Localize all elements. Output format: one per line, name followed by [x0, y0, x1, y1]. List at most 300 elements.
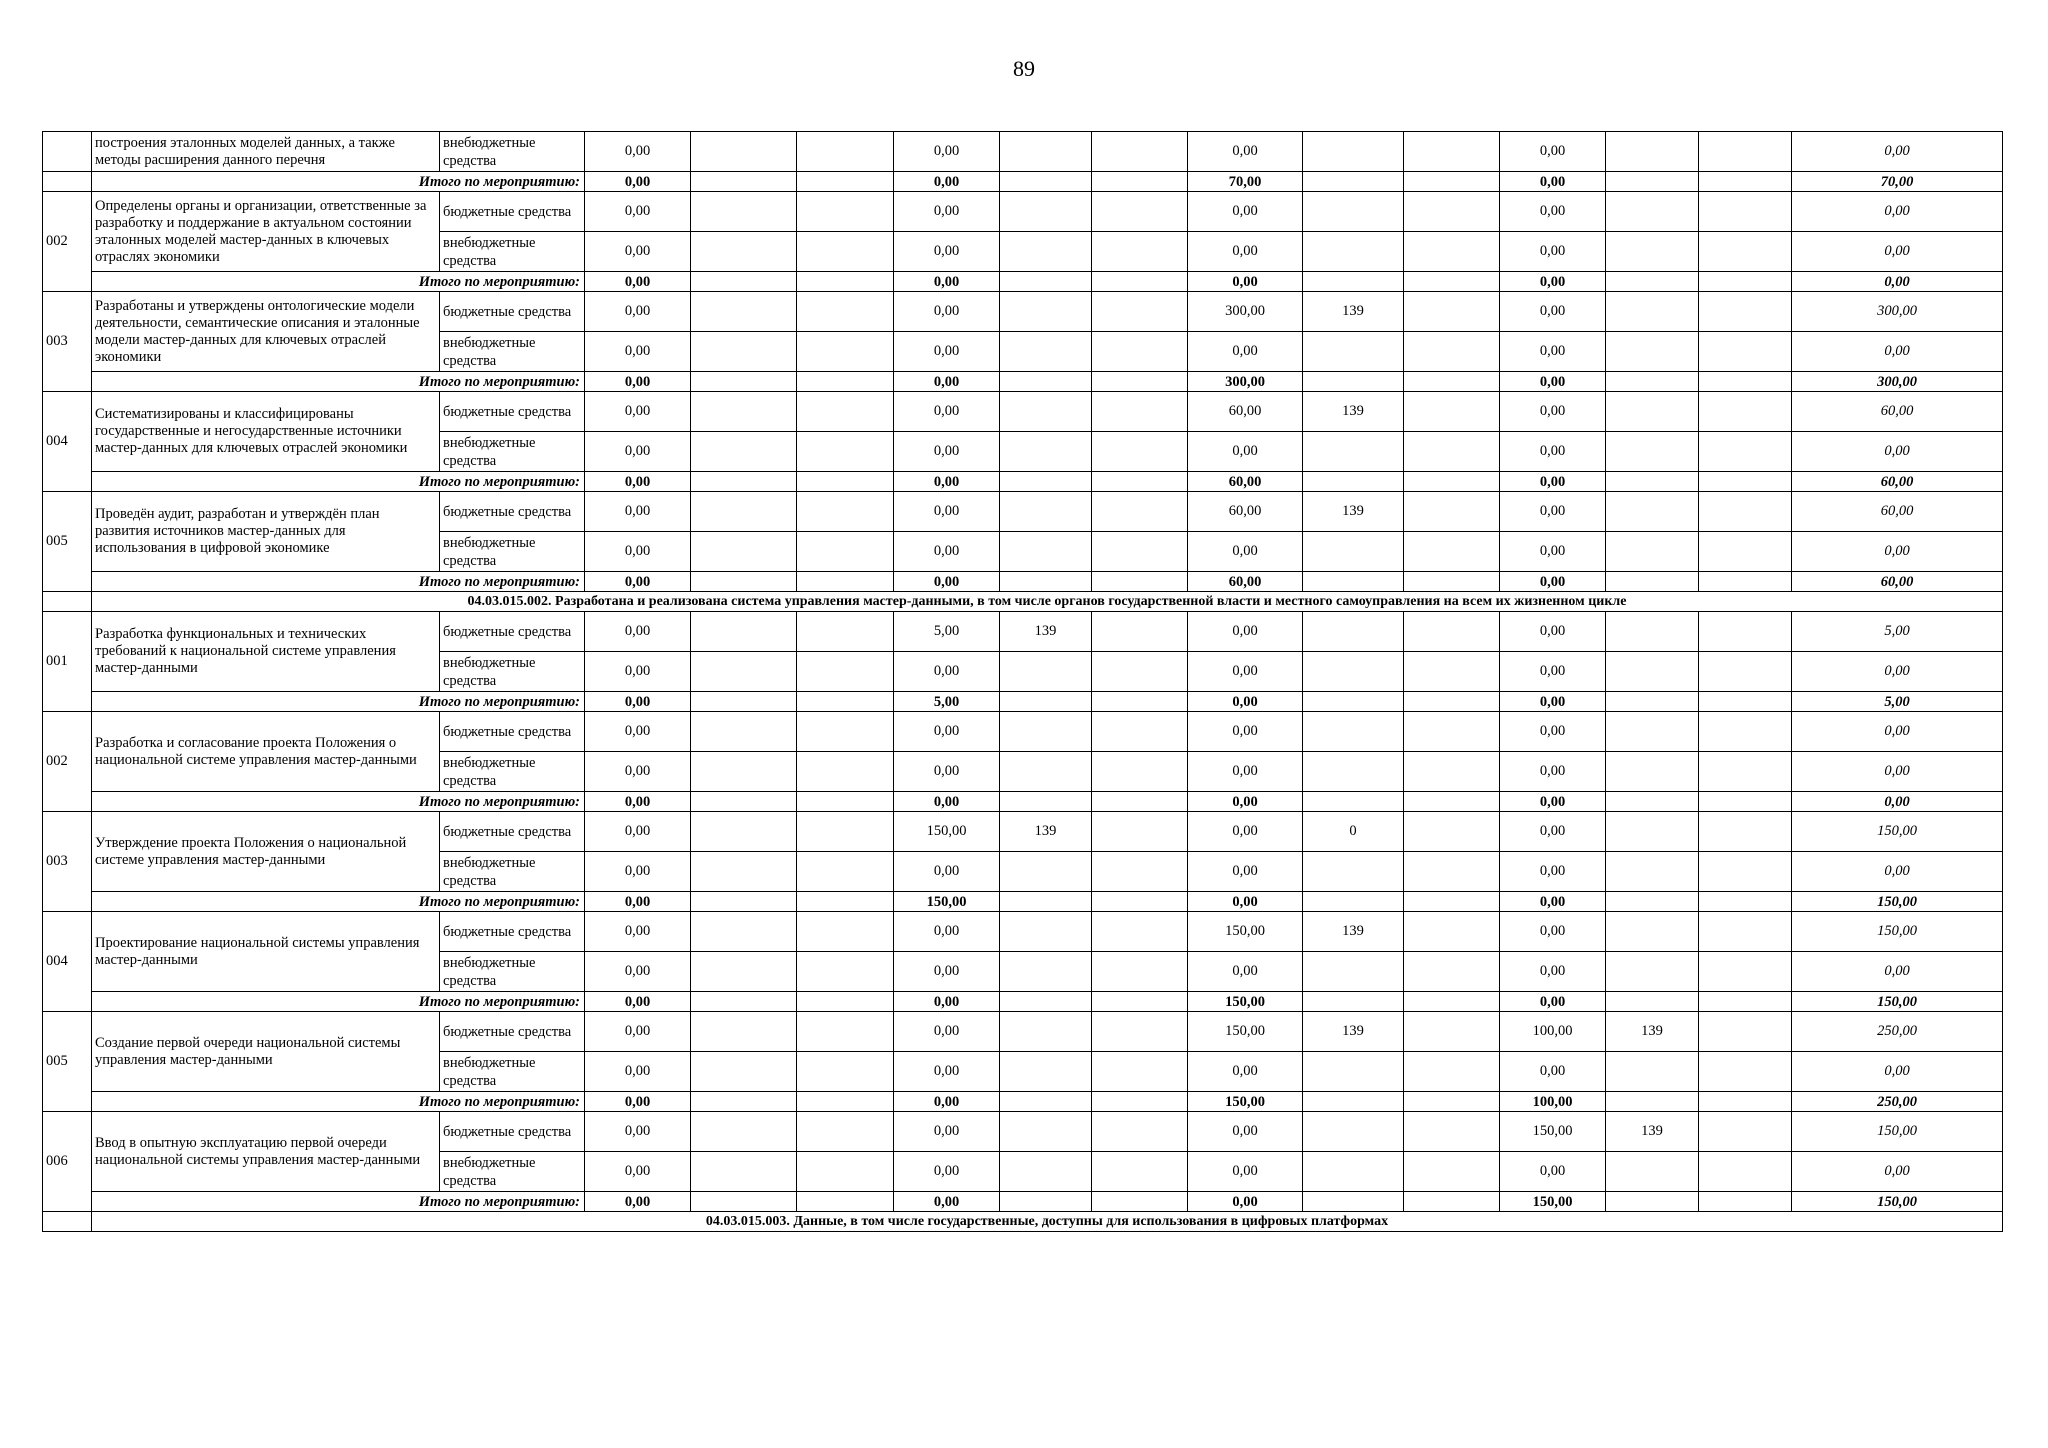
value-cell — [1404, 652, 1500, 692]
total-cell — [1404, 572, 1500, 592]
total-label: Итого по мероприятию: — [92, 572, 585, 592]
total-cell — [797, 792, 894, 812]
section-row — [43, 592, 2003, 612]
total-cell: 0,00 — [585, 272, 691, 292]
value-cell: 0,00 — [1500, 1152, 1606, 1192]
activity-row-budget — [43, 1012, 2003, 1052]
total-label: Итого по мероприятию: — [92, 892, 585, 912]
value-cell: 0,00 — [1188, 952, 1303, 992]
row-total-cell: 0,00 — [1792, 712, 2003, 752]
total-cell: 0,00 — [894, 992, 1000, 1012]
total-cell — [797, 992, 894, 1012]
total-row — [43, 372, 2003, 392]
grand-total-cell: 0,00 — [1792, 792, 2003, 812]
value-cell — [1092, 432, 1188, 472]
value-cell: 0,00 — [585, 1112, 691, 1152]
activity-row-budget — [43, 912, 2003, 952]
activity-code: 005 — [43, 492, 92, 592]
total-row — [43, 472, 2003, 492]
value-cell: 0,00 — [585, 432, 691, 472]
total-cell: 0,00 — [1500, 572, 1606, 592]
total-cell — [1404, 1192, 1500, 1212]
total-cell: 70,00 — [1188, 172, 1303, 192]
total-cell — [1303, 792, 1404, 812]
funding-source: бюджетные средства — [440, 392, 585, 432]
activity-name: Проведён аудит, разработан и утверждён план развития источников мастер-данных для использования в цифровой экономике — [92, 492, 440, 572]
value-cell: 0,00 — [585, 532, 691, 572]
value-cell: 0,00 — [585, 912, 691, 952]
value-cell — [1000, 752, 1092, 792]
total-cell: 0,00 — [894, 272, 1000, 292]
value-cell — [1303, 852, 1404, 892]
value-cell — [797, 812, 894, 852]
value-cell — [1404, 292, 1500, 332]
row-total-cell: 60,00 — [1792, 392, 2003, 432]
value-cell — [797, 532, 894, 572]
value-cell — [691, 532, 797, 572]
value-cell — [691, 392, 797, 432]
activity-row-budget — [43, 712, 2003, 752]
value-cell: 60,00 — [1188, 392, 1303, 432]
total-row — [43, 1192, 2003, 1212]
value-cell: 0,00 — [1188, 232, 1303, 272]
value-cell: 139 — [1606, 1012, 1699, 1052]
value-cell — [797, 332, 894, 372]
row-total-cell: 300,00 — [1792, 292, 2003, 332]
value-cell — [1092, 812, 1188, 852]
value-cell — [1404, 192, 1500, 232]
row-total-cell: 0,00 — [1792, 652, 2003, 692]
activity-name: Утверждение проекта Положения о национальной системе управления мастер-данными — [92, 812, 440, 892]
total-cell: 0,00 — [894, 1092, 1000, 1112]
value-cell: 0,00 — [894, 432, 1000, 472]
value-cell — [1606, 812, 1699, 852]
total-cell — [1606, 272, 1699, 292]
total-cell — [1303, 1092, 1404, 1112]
value-cell — [797, 392, 894, 432]
value-cell — [1606, 1152, 1699, 1192]
value-cell: 0,00 — [585, 1052, 691, 1092]
value-cell — [797, 432, 894, 472]
total-label: Итого по мероприятию: — [92, 472, 585, 492]
value-cell: 5,00 — [894, 612, 1000, 652]
value-cell: 139 — [1303, 912, 1404, 952]
total-cell: 150,00 — [1188, 1092, 1303, 1112]
total-cell — [1092, 372, 1188, 392]
total-row — [43, 172, 2003, 192]
total-cell — [1303, 272, 1404, 292]
value-cell — [1606, 432, 1699, 472]
value-cell — [1000, 192, 1092, 232]
total-cell — [1606, 892, 1699, 912]
value-cell: 0,00 — [1500, 752, 1606, 792]
value-cell — [1303, 532, 1404, 572]
value-cell — [1303, 1152, 1404, 1192]
row-total-cell: 0,00 — [1792, 952, 2003, 992]
value-cell: 0,00 — [1500, 332, 1606, 372]
total-row — [43, 1092, 2003, 1112]
total-cell: 0,00 — [1188, 272, 1303, 292]
value-cell: 0,00 — [585, 292, 691, 332]
value-cell — [1303, 332, 1404, 372]
total-cell: 0,00 — [894, 472, 1000, 492]
funding-source: внебюджетные средства — [440, 432, 585, 472]
value-cell — [1092, 652, 1188, 692]
table-body — [43, 132, 2003, 1232]
value-cell — [1404, 232, 1500, 272]
total-cell: 0,00 — [585, 1092, 691, 1112]
total-cell: 5,00 — [894, 692, 1000, 712]
value-cell — [691, 292, 797, 332]
value-cell — [1699, 652, 1792, 692]
value-cell — [1092, 232, 1188, 272]
value-cell — [691, 752, 797, 792]
value-cell — [797, 712, 894, 752]
grand-total-cell: 5,00 — [1792, 692, 2003, 712]
total-cell — [1699, 572, 1792, 592]
value-cell — [1404, 752, 1500, 792]
activity-code: 001 — [43, 612, 92, 712]
value-cell: 0,00 — [1188, 852, 1303, 892]
value-cell — [1000, 132, 1092, 172]
total-cell — [797, 1192, 894, 1212]
total-cell — [1404, 172, 1500, 192]
value-cell: 0,00 — [585, 132, 691, 172]
value-cell — [797, 952, 894, 992]
total-label: Итого по мероприятию: — [92, 172, 585, 192]
value-cell — [691, 852, 797, 892]
total-cell — [691, 992, 797, 1012]
value-cell: 139 — [1303, 392, 1404, 432]
grand-total-cell: 60,00 — [1792, 472, 2003, 492]
total-cell — [1404, 1092, 1500, 1112]
value-cell — [1606, 192, 1699, 232]
value-cell: 0,00 — [894, 532, 1000, 572]
value-cell — [1606, 232, 1699, 272]
activity-name: Разработка и согласование проекта Положения о национальной системе управления мастер-данными — [92, 712, 440, 792]
activity-name: построения эталонных моделей данных, а также методы расширения данного перечня — [92, 132, 440, 172]
table-row — [43, 132, 2003, 172]
value-cell — [1606, 912, 1699, 952]
total-cell — [1092, 1192, 1188, 1212]
value-cell — [1092, 492, 1188, 532]
total-cell — [691, 692, 797, 712]
funding-source: бюджетные средства — [440, 712, 585, 752]
value-cell: 300,00 — [1188, 292, 1303, 332]
value-cell — [691, 492, 797, 532]
value-cell: 0,00 — [1188, 1052, 1303, 1092]
value-cell: 0,00 — [1500, 132, 1606, 172]
total-cell — [1404, 692, 1500, 712]
value-cell — [1699, 912, 1792, 952]
section-row — [43, 1212, 2003, 1232]
value-cell: 139 — [1606, 1112, 1699, 1152]
total-cell: 0,00 — [1188, 892, 1303, 912]
total-cell — [1092, 692, 1188, 712]
total-cell — [1000, 892, 1092, 912]
activity-name: Проектирование национальной системы управления мастер-данными — [92, 912, 440, 992]
activity-name: Разработаны и утверждены онтологические модели деятельности, семантические описания и эталонные модели мастер-данных для ключевых отраслей экономики — [92, 292, 440, 372]
value-cell — [1092, 192, 1188, 232]
value-cell — [691, 1052, 797, 1092]
value-cell: 60,00 — [1188, 492, 1303, 532]
total-cell: 0,00 — [894, 172, 1000, 192]
value-cell — [1699, 232, 1792, 272]
total-cell — [797, 572, 894, 592]
value-cell: 0 — [1303, 812, 1404, 852]
value-cell — [691, 1112, 797, 1152]
total-cell — [691, 1092, 797, 1112]
value-cell — [1092, 752, 1188, 792]
value-cell: 0,00 — [894, 492, 1000, 532]
total-cell — [691, 372, 797, 392]
value-cell: 0,00 — [894, 292, 1000, 332]
grand-total-cell: 70,00 — [1792, 172, 2003, 192]
total-row — [43, 272, 2003, 292]
value-cell — [1000, 912, 1092, 952]
value-cell — [1699, 192, 1792, 232]
total-cell — [1092, 272, 1188, 292]
total-cell — [1303, 992, 1404, 1012]
total-cell — [1303, 572, 1404, 592]
value-cell — [1606, 532, 1699, 572]
value-cell: 139 — [1000, 612, 1092, 652]
value-cell — [1404, 332, 1500, 372]
grand-total-cell: 250,00 — [1792, 1092, 2003, 1112]
value-cell — [1699, 752, 1792, 792]
value-cell: 0,00 — [894, 192, 1000, 232]
value-cell — [797, 612, 894, 652]
value-cell — [1404, 432, 1500, 472]
value-cell — [1606, 852, 1699, 892]
value-cell — [691, 912, 797, 952]
total-cell: 0,00 — [894, 792, 1000, 812]
value-cell — [1000, 1152, 1092, 1192]
total-cell — [1606, 172, 1699, 192]
value-cell — [1404, 1012, 1500, 1052]
total-cell: 0,00 — [894, 372, 1000, 392]
empty-cell — [43, 1212, 92, 1232]
grand-total-cell: 0,00 — [1792, 272, 2003, 292]
value-cell — [1606, 612, 1699, 652]
value-cell: 0,00 — [894, 1012, 1000, 1052]
total-cell: 0,00 — [1500, 272, 1606, 292]
activity-name: Ввод в опытную эксплуатацию первой очереди национальной системы управления мастер-данными — [92, 1112, 440, 1192]
activity-name: Разработка функциональных и технических требований к национальной системе управления мастер-данными — [92, 612, 440, 692]
total-cell: 0,00 — [585, 892, 691, 912]
row-total-cell: 0,00 — [1792, 1052, 2003, 1092]
value-cell: 0,00 — [1500, 492, 1606, 532]
value-cell: 0,00 — [894, 952, 1000, 992]
total-cell — [1404, 992, 1500, 1012]
row-total-cell: 60,00 — [1792, 492, 2003, 532]
total-cell: 0,00 — [585, 372, 691, 392]
total-cell: 100,00 — [1500, 1092, 1606, 1112]
total-cell — [1699, 692, 1792, 712]
value-cell — [1404, 1052, 1500, 1092]
total-cell: 150,00 — [1188, 992, 1303, 1012]
total-cell — [797, 472, 894, 492]
value-cell — [1303, 1112, 1404, 1152]
value-cell: 0,00 — [1500, 292, 1606, 332]
value-cell — [1303, 432, 1404, 472]
total-cell — [1699, 1192, 1792, 1212]
value-cell: 0,00 — [1188, 332, 1303, 372]
value-cell: 0,00 — [585, 332, 691, 372]
total-cell: 0,00 — [1500, 792, 1606, 812]
value-cell — [691, 1152, 797, 1192]
total-cell — [691, 572, 797, 592]
value-cell — [1092, 392, 1188, 432]
total-cell — [691, 892, 797, 912]
value-cell: 0,00 — [585, 1152, 691, 1192]
total-cell — [1606, 792, 1699, 812]
total-label: Итого по мероприятию: — [92, 1192, 585, 1212]
total-label: Итого по мероприятию: — [92, 272, 585, 292]
budget-table — [42, 131, 2003, 1232]
value-cell — [1092, 712, 1188, 752]
value-cell: 0,00 — [585, 852, 691, 892]
value-cell: 0,00 — [894, 392, 1000, 432]
value-cell: 150,00 — [1188, 1012, 1303, 1052]
value-cell — [1092, 132, 1188, 172]
value-cell — [1699, 392, 1792, 432]
total-cell — [797, 892, 894, 912]
value-cell — [1606, 1052, 1699, 1092]
value-cell — [1404, 1112, 1500, 1152]
value-cell — [1404, 532, 1500, 572]
total-cell: 0,00 — [1500, 692, 1606, 712]
value-cell — [1699, 1012, 1792, 1052]
total-cell — [1699, 892, 1792, 912]
total-cell — [1092, 892, 1188, 912]
value-cell: 0,00 — [1500, 812, 1606, 852]
total-cell — [1000, 272, 1092, 292]
value-cell — [691, 332, 797, 372]
value-cell: 0,00 — [585, 712, 691, 752]
value-cell — [797, 1112, 894, 1152]
value-cell — [1699, 492, 1792, 532]
funding-source: внебюджетные средства — [440, 752, 585, 792]
value-cell: 150,00 — [1188, 912, 1303, 952]
page-number: 89 — [1013, 56, 1035, 81]
total-cell: 0,00 — [894, 572, 1000, 592]
value-cell: 0,00 — [894, 1052, 1000, 1092]
total-cell — [1092, 992, 1188, 1012]
total-cell — [1000, 1092, 1092, 1112]
value-cell — [691, 952, 797, 992]
value-cell: 0,00 — [1500, 652, 1606, 692]
value-cell — [691, 192, 797, 232]
value-cell — [1699, 1052, 1792, 1092]
total-label: Итого по мероприятию: — [92, 992, 585, 1012]
value-cell: 0,00 — [1500, 392, 1606, 432]
value-cell — [797, 1012, 894, 1052]
total-cell: 60,00 — [1188, 472, 1303, 492]
activity-code: 004 — [43, 392, 92, 492]
total-cell — [797, 272, 894, 292]
value-cell — [1000, 1112, 1092, 1152]
total-cell — [797, 172, 894, 192]
value-cell: 100,00 — [1500, 1012, 1606, 1052]
value-cell — [1699, 332, 1792, 372]
value-cell: 0,00 — [585, 652, 691, 692]
value-cell — [1699, 532, 1792, 572]
value-cell: 139 — [1303, 1012, 1404, 1052]
total-cell: 60,00 — [1188, 572, 1303, 592]
value-cell: 0,00 — [1500, 952, 1606, 992]
value-cell — [1000, 292, 1092, 332]
total-cell — [691, 1192, 797, 1212]
total-cell — [1404, 472, 1500, 492]
value-cell — [1699, 132, 1792, 172]
row-total-cell: 0,00 — [1792, 532, 2003, 572]
value-cell: 0,00 — [585, 1012, 691, 1052]
total-cell — [1404, 792, 1500, 812]
value-cell: 0,00 — [585, 612, 691, 652]
value-cell: 0,00 — [894, 1152, 1000, 1192]
total-label: Итого по мероприятию: — [92, 372, 585, 392]
value-cell: 0,00 — [894, 712, 1000, 752]
value-cell — [1000, 332, 1092, 372]
value-cell — [1303, 712, 1404, 752]
value-cell — [1606, 712, 1699, 752]
value-cell — [797, 912, 894, 952]
total-cell — [1699, 992, 1792, 1012]
funding-source: внебюджетные средства — [440, 532, 585, 572]
funding-source: внебюджетные средства — [440, 1152, 585, 1192]
value-cell — [1404, 952, 1500, 992]
total-label: Итого по мероприятию: — [92, 792, 585, 812]
total-cell — [797, 372, 894, 392]
value-cell — [797, 232, 894, 272]
total-cell — [1699, 792, 1792, 812]
value-cell — [691, 712, 797, 752]
total-cell — [797, 1092, 894, 1112]
value-cell: 150,00 — [1500, 1112, 1606, 1152]
total-cell — [1303, 172, 1404, 192]
value-cell — [1092, 852, 1188, 892]
value-cell: 0,00 — [1188, 752, 1303, 792]
total-cell — [1303, 472, 1404, 492]
row-total-cell: 0,00 — [1792, 852, 2003, 892]
value-cell — [1303, 1052, 1404, 1092]
value-cell — [1404, 492, 1500, 532]
value-cell — [797, 852, 894, 892]
total-cell: 0,00 — [585, 992, 691, 1012]
value-cell: 0,00 — [1188, 192, 1303, 232]
value-cell — [1606, 492, 1699, 532]
total-cell — [1606, 992, 1699, 1012]
value-cell — [797, 752, 894, 792]
total-cell — [1404, 892, 1500, 912]
value-cell — [1404, 132, 1500, 172]
value-cell: 0,00 — [1188, 432, 1303, 472]
total-cell — [1000, 172, 1092, 192]
funding-source: бюджетные средства — [440, 292, 585, 332]
value-cell — [1000, 712, 1092, 752]
activity-name: Систематизированы и классифицированы государственные и негосударственные источники мастер-данных для ключевых отраслей экономики — [92, 392, 440, 472]
value-cell — [1699, 292, 1792, 332]
total-cell — [1699, 172, 1792, 192]
value-cell — [797, 1152, 894, 1192]
total-cell: 0,00 — [585, 1192, 691, 1212]
value-cell: 0,00 — [894, 652, 1000, 692]
activity-row-budget — [43, 292, 2003, 332]
value-cell — [797, 652, 894, 692]
total-cell — [1606, 1192, 1699, 1212]
total-row — [43, 692, 2003, 712]
